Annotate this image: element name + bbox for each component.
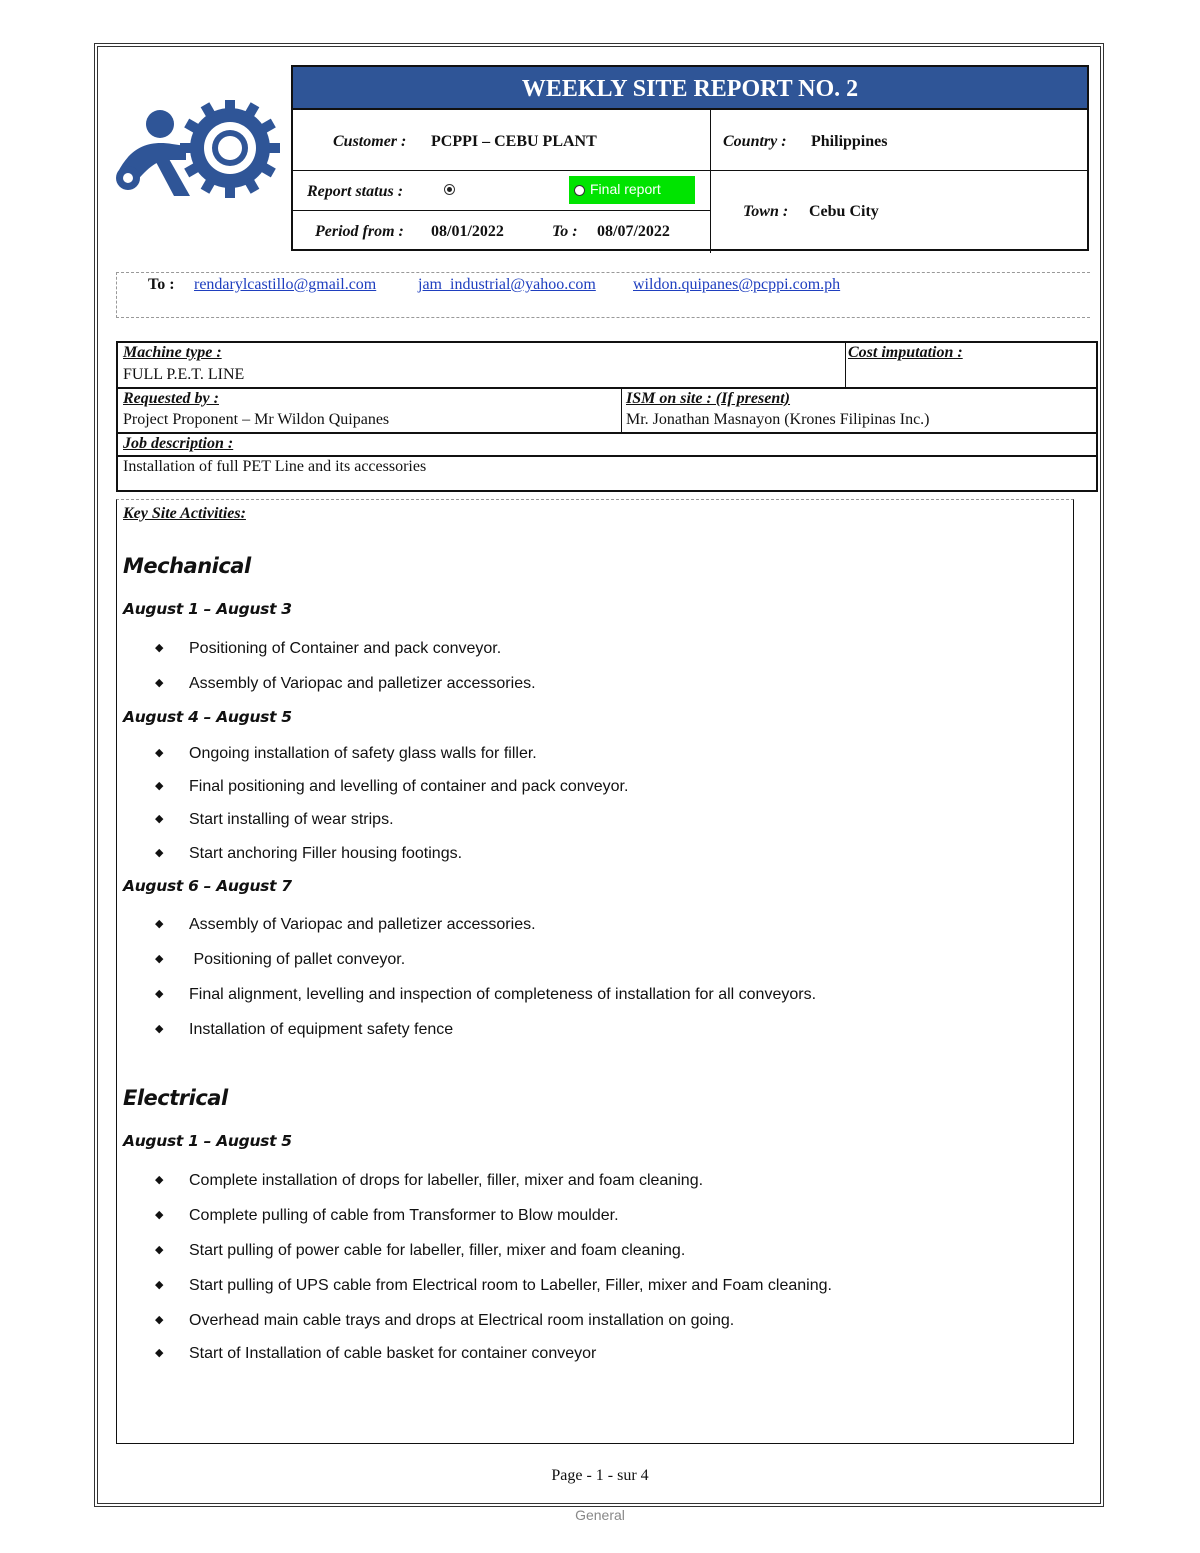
list-item: ◆ Final alignment, levelling and inspection of completeness of installation for all conveyors. [155,986,817,1003]
bullet-icon: ◆ [155,677,164,689]
bullet-icon: ◆ [155,1244,164,1256]
date-range: August 1 – August 5 [123,1132,292,1150]
report-title: WEEKLY SITE REPORT NO. 2 [293,67,1087,110]
list-item: ◆ Start pulling of UPS cable from Electrical room to Labeller, Filler, mixer and Foam cleaning. [155,1277,832,1294]
bullet-icon: ◆ [155,813,164,825]
list-item: ◆ Assembly of Variopac and palletizer accessories. [155,916,536,933]
bullet-icon: ◆ [155,747,164,759]
email-link[interactable]: wildon.quipanes@pcppi.com.ph [633,276,841,293]
bullet-icon: ◆ [155,953,164,965]
section-heading-electrical: Electrical [123,1086,228,1110]
divider [118,387,1096,389]
list-item: ◆ Complete installation of drops for labeller, filler, mixer and foam cleaning. [155,1172,704,1189]
bullet-icon: ◆ [155,1314,164,1326]
divider [710,110,711,253]
period-to-label: To : [552,223,578,240]
divider [293,170,1087,171]
final-report-radio[interactable] [574,185,585,196]
job-description-value: Installation of full PET Line and its accessories [123,458,427,475]
activities-title: Key Site Activities: [123,505,246,522]
company-logo-icon [112,100,282,200]
list-item: ◆ Positioning of pallet conveyor. [155,951,406,968]
period-from-value: 08/01/2022 [431,223,504,240]
list-item: ◆ Complete pulling of cable from Transformer to Blow moulder. [155,1207,619,1224]
email-link[interactable]: rendarylcastillo@gmail.com [194,276,377,293]
list-item: ◆ Installation of equipment safety fence [155,1021,454,1038]
bullet-icon: ◆ [155,847,164,859]
divider [621,387,622,433]
country-label: Country : [723,133,787,150]
bullet-icon: ◆ [155,988,164,1000]
list-item: ◆ Ongoing installation of safety glass walls for filler. [155,745,537,762]
list-item: ◆ Final positioning and levelling of container and pack conveyor. [155,778,629,795]
divider [293,210,711,211]
report-header [291,65,1089,251]
section-heading-mechanical: Mechanical [123,554,251,578]
list-item: ◆ Start pulling of power cable for labeller, filler, mixer and foam cleaning. [155,1242,686,1259]
list-item: ◆ Start of Installation of cable basket for container conveyor [155,1345,597,1362]
country-value: Philippines [811,133,888,150]
bullet-icon: ◆ [155,1279,164,1291]
list-item: ◆ Overhead main cable trays and drops at Electrical room installation on going. [155,1312,735,1329]
classification-label: General [575,1507,625,1523]
customer-label: Customer : [333,133,407,150]
bullet-icon: ◆ [155,642,164,654]
divider [845,343,846,387]
divider [118,455,1096,457]
bullet-icon: ◆ [155,1023,164,1035]
divider [118,432,1096,434]
requested-by-value: Project Proponent – Mr Wildon Quipanes [123,411,390,428]
list-item: ◆ Positioning of Container and pack conveyor. [155,640,502,657]
ism-on-site-value: Mr. Jonathan Masnayon (Krones Filipinas Inc.) [626,411,930,428]
recipients-label: To : [148,276,175,293]
bullet-icon: ◆ [155,1209,164,1221]
requested-by-label: Requested by : [123,390,219,407]
date-range: August 4 – August 5 [123,708,292,726]
report-status-label: Report status : [307,183,404,200]
list-item: ◆ Start installing of wear strips. [155,811,394,828]
list-item: ◆ Assembly of Variopac and palletizer accessories. [155,675,536,692]
bullet-icon: ◆ [155,918,164,930]
machine-type-value: FULL P.E.T. LINE [123,366,245,383]
bullet-icon: ◆ [155,780,164,792]
town-label: Town : [743,203,789,220]
page-number: Page - 1 - sur 4 [551,1467,649,1484]
customer-value: PCPPI – CEBU PLANT [431,133,597,150]
cost-imputation-label: Cost imputation : [848,344,963,361]
date-range: August 1 – August 3 [123,600,292,618]
machine-type-label: Machine type : [123,344,222,361]
ism-on-site-label: ISM on site : (If present) [626,390,791,407]
bullet-icon: ◆ [155,1347,164,1359]
town-value: Cebu City [809,203,879,220]
period-to-value: 08/07/2022 [597,223,670,240]
final-report-label: Final report [590,181,661,197]
job-description-label: Job description : [123,435,234,452]
bullet-icon: ◆ [155,1174,164,1186]
date-range: August 6 – August 7 [123,877,292,895]
status-radio-selected[interactable] [444,184,455,195]
period-from-label: Period from : [315,223,404,240]
email-link[interactable]: jam_industrial@yahoo.com [418,276,596,293]
final-report-option[interactable] [569,176,695,204]
list-item: ◆ Start anchoring Filler housing footings. [155,845,463,862]
